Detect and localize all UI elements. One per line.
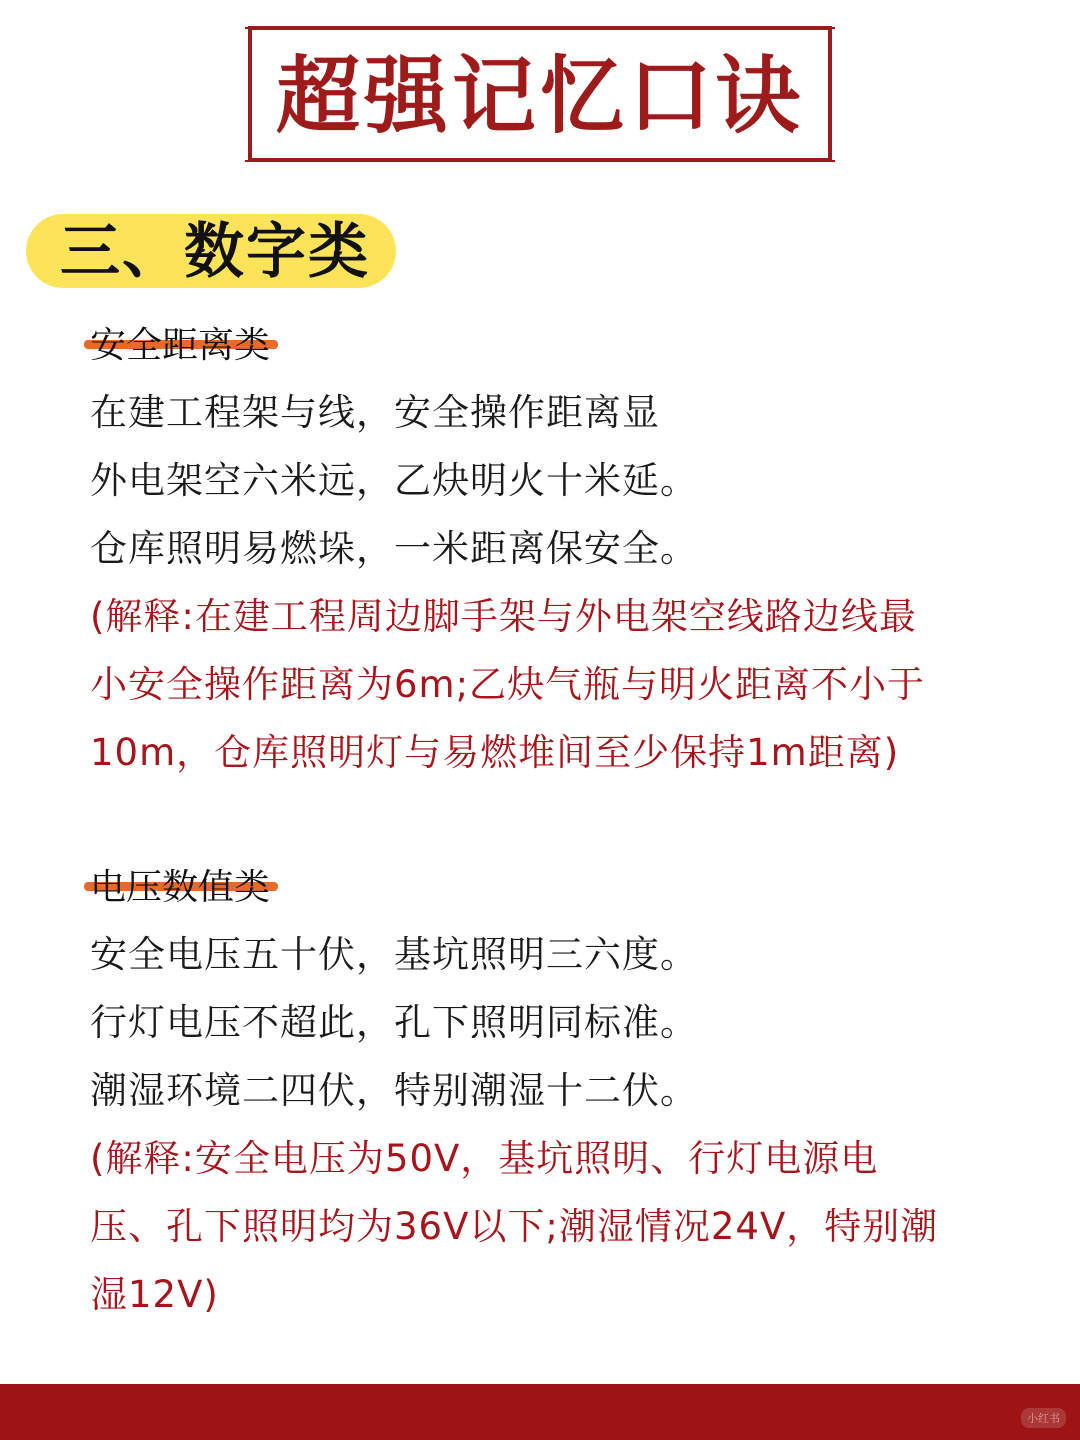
verse-line: 潮湿环境二四伏，特别潮湿十二伏。 [90, 1069, 698, 1112]
explanation-line: 小安全操作距离为6m;乙炔气瓶与明火距离不小于 [90, 663, 926, 706]
section-heading: 三、数字类 [60, 217, 370, 287]
verse-line: 安全电压五十伏，基坑照明三六度。 [90, 933, 698, 976]
subsection-label-text: 安全距离类 [90, 325, 271, 366]
subsection-label-voltage [90, 864, 270, 912]
verse-line: 外电架空六米远，乙炔明火十米延。 [90, 459, 698, 502]
explanation-line: 压、孔下照明均为36V以下;潮湿情况24V，特别潮 [90, 1205, 939, 1248]
watermark: 小红书 [1021, 1408, 1066, 1428]
footer-bar [0, 1384, 1080, 1440]
title-frame [248, 26, 832, 162]
explanation-line: (解释:安全电压为50V，基坑照明、行灯电源电 [90, 1137, 879, 1180]
explanation-line: (解释:在建工程周边脚手架与外电架空线路边线最 [90, 595, 917, 638]
subsection-label-safety-distance [90, 322, 270, 370]
explanation-line: 湿12V) [90, 1273, 219, 1316]
page-title: 超强记忆口诀 [275, 47, 804, 145]
verse-line: 仓库照明易燃垛，一米距离保安全。 [90, 527, 698, 570]
verse-line: 在建工程架与线，安全操作距离显 [90, 391, 660, 434]
subsection-label-text: 电压数值类 [90, 867, 271, 908]
explanation-line: 10m，仓库照明灯与易燃堆间至少保持1m距离) [90, 731, 900, 774]
verse-line: 行灯电压不超此，孔下照明同标准。 [90, 1001, 698, 1044]
